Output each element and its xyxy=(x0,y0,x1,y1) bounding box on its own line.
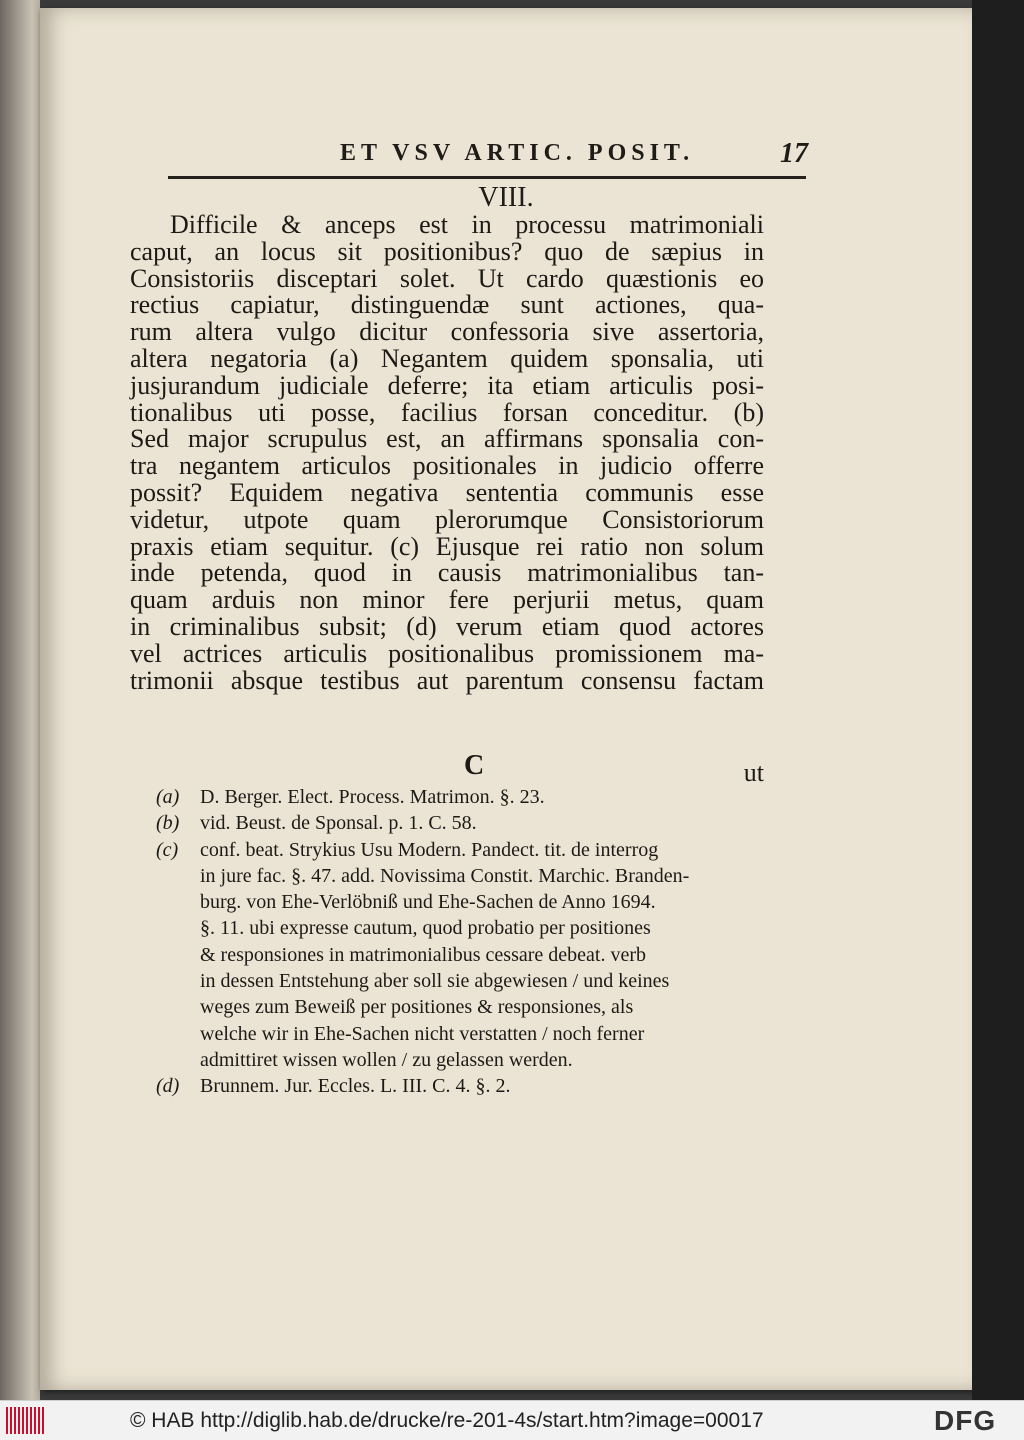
body-line: Sed major scrupulus est, an affirmans sponsalia con- xyxy=(130,424,764,454)
body-line: Consistoriis disceptari solet. Ut cardo quæstionis eo xyxy=(130,263,764,293)
footnote-text: §. 11. ubi expresse cautum, quod probatio per positiones xyxy=(200,917,651,940)
copyright-link[interactable]: © HAB http://diglib.hab.de/drucke/re-201-4s/start.htm?image=00017 xyxy=(130,1409,764,1432)
book-page xyxy=(40,8,972,1390)
running-head-title: ET VSV ARTIC. POSIT. xyxy=(340,140,695,166)
running-head xyxy=(200,138,810,172)
footnote-mark: (b) xyxy=(156,812,180,835)
signature-mark: C xyxy=(464,750,485,781)
footnote-text: weges zum Beweiß per positiones & responsiones, als xyxy=(200,996,634,1019)
footnote-text: admittiret wissen wollen / zu gelassen werden. xyxy=(200,1048,573,1071)
footnote-text: D. Berger. Elect. Process. Matrimon. §. 23. xyxy=(200,786,545,808)
body-line: trimonii absque testibus aut parentum consensu factam xyxy=(130,665,764,695)
body-line: caput, an locus sit positionibus? quo de sæpius in xyxy=(130,236,764,266)
footnote-b xyxy=(156,810,764,836)
body-line: videtur, utpote quam plerorumque Consistoriorum xyxy=(130,504,764,534)
footnote-text: conf. beat. Strykius Usu Modern. Pandect. tit. de interrog xyxy=(200,838,659,861)
scan-background xyxy=(972,0,1024,1400)
body-line: altera negatoria (a) Negantem quidem sponsalia, uti xyxy=(130,343,764,373)
body-text xyxy=(130,212,764,694)
body-line: rum altera vulgo dicitur confessoria sive assertoria, xyxy=(130,317,764,347)
footer-bar xyxy=(0,1400,1024,1440)
footnote-text: vid. Beust. de Sponsal. p. 1. C. 58. xyxy=(200,812,477,835)
footnote-d xyxy=(156,1073,764,1099)
body-line: in criminalibus subsit; (d) verum etiam quod actores xyxy=(130,611,764,641)
footnote-a xyxy=(156,784,764,810)
body-line: rectius capiatur, distinguendæ sunt actiones, qua- xyxy=(130,290,764,320)
dfg-logo[interactable]: DFG xyxy=(934,1405,997,1436)
head-rule xyxy=(168,176,806,179)
body-line: tionalibus uti posse, facilius forsan conceditur. (b) xyxy=(130,397,764,427)
footnotes xyxy=(156,784,764,1100)
footnote-text: welche wir in Ehe-Sachen nicht verstatten / noch ferner xyxy=(200,1022,645,1045)
facing-page-edge xyxy=(0,0,40,1400)
footnote-text: Brunnem. Jur. Eccles. L. III. C. 4. §. 2. xyxy=(200,1075,511,1098)
catchword: ut xyxy=(743,758,764,787)
section-heading: VIII. xyxy=(478,182,534,213)
body-line: Difficile & anceps est in processu matrimoniali xyxy=(170,210,764,239)
footnote-mark: (d) xyxy=(156,1075,180,1098)
body-line: praxis etiam sequitur. (c) Ejusque rei ratio non solum xyxy=(130,531,764,561)
footnote-mark: (a) xyxy=(156,786,180,808)
footnote-text: & responsiones in matrimonialibus cessare debeat. verb xyxy=(200,943,646,966)
footnote-text: in jure fac. §. 47. add. Novissima Constit. Marchic. Branden- xyxy=(200,864,690,887)
footnote-text: burg. von Ehe-Verlöbniß und Ehe-Sachen de Anno 1694. xyxy=(200,891,656,914)
page-number: 17 xyxy=(780,138,808,169)
body-line: inde petenda, quod in causis matrimonialibus tan- xyxy=(130,558,764,588)
footnote-text: in dessen Entstehung aber soll sie abgewiesen / und keines xyxy=(200,970,670,993)
signature-catchword-row xyxy=(130,750,764,787)
body-line: possit? Equidem negativa sententia communis esse xyxy=(130,477,764,507)
body-line: quam arduis non minor fere perjurii metus, quam xyxy=(130,585,764,615)
barcode-icon xyxy=(6,1407,44,1434)
footnote-c xyxy=(156,837,764,863)
body-line: vel actrices articulis positionalibus promissionem ma- xyxy=(130,638,764,668)
body-line: jusjurandum judiciale deferre; ita etiam articulis posi- xyxy=(130,370,764,400)
body-line: tra negantem articulos positionales in judicio offerre xyxy=(130,451,764,481)
footnote-mark: (c) xyxy=(156,838,179,861)
